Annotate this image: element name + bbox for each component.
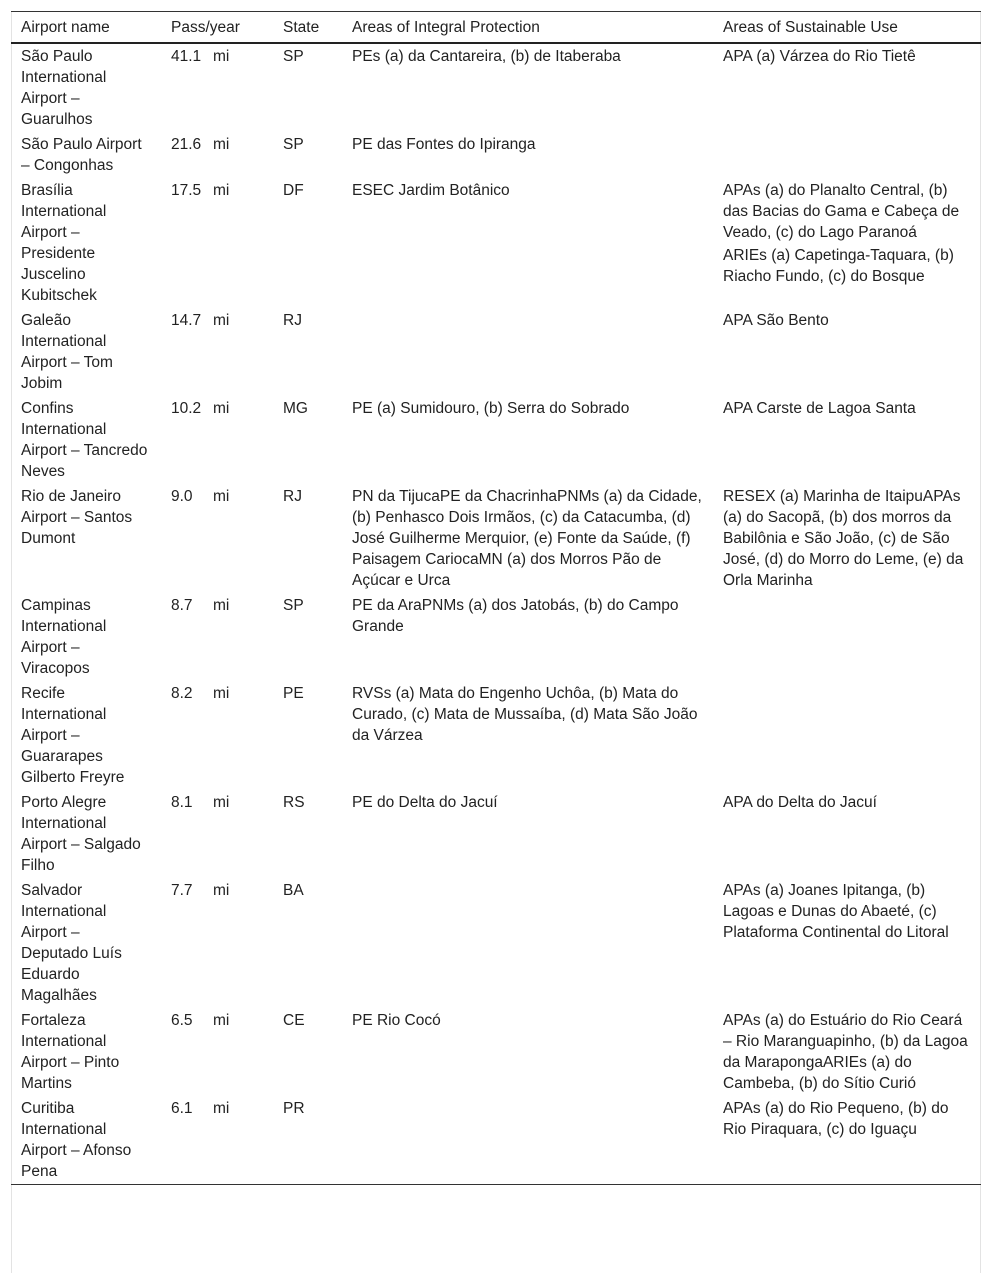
cell-integral-protection	[342, 1096, 713, 1185]
table-row	[11, 43, 981, 132]
cell-pass-year	[161, 396, 273, 484]
sustainable-area-text: APAs (a) do Rio Pequeno, (b) do Rio Piraquara, (c) do Iguaçu	[723, 1100, 949, 1138]
integral-area-text: PN da TijucaPE da ChacrinhaPNMs (a) da Cidade, (b) Penhasco Dois Irmãos, (c) da Catacumba, (d) José Guilherme Merquior, (e) Fonte da Saúde, (f) Paisagem CariocaMN (a) dos Morros Pão de Açúcar e Urca	[352, 488, 702, 589]
table-body	[11, 43, 981, 1185]
integral-area-text: PE Rio Cocó	[352, 1012, 441, 1029]
cell-airport-name: Porto Alegre International Airport – Salgado Filho	[21, 794, 141, 874]
cell-integral-protection	[342, 681, 713, 790]
pass-value: 14.7	[171, 312, 202, 329]
integral-area-text: PE (a) Sumidouro, (b) Serra do Sobrado	[352, 400, 630, 417]
sustainable-area-text: APA Carste de Lagoa Santa	[723, 400, 916, 417]
cell-state: PE	[283, 685, 304, 702]
cell-sustainable-use	[713, 396, 981, 484]
cell-airport-name: Curitiba International Airport – Afonso Pena	[21, 1100, 132, 1180]
pass-unit: mi	[213, 882, 230, 899]
table-row	[11, 132, 981, 178]
cell-airport-name: Confins International Airport – Tancredo Neves	[21, 400, 148, 480]
cell-airport-name: Campinas International Airport – Viracopos	[21, 597, 107, 677]
pass-value: 10.2	[171, 400, 202, 417]
pass-value: 6.1	[171, 1100, 193, 1117]
pass-value: 9.0	[171, 488, 193, 505]
cell-airport-name: Brasília International Airport – Presidente Juscelino Kubitschek	[21, 182, 107, 304]
pass-unit: mi	[213, 794, 230, 811]
cell-sustainable-use	[713, 484, 981, 593]
sustainable-area-text: APA do Delta do Jacuí	[723, 794, 877, 811]
pass-value: 8.7	[171, 597, 193, 614]
integral-area-text: PEs (a) da Cantareira, (b) de Itaberaba	[352, 48, 621, 65]
table-row	[11, 1096, 981, 1185]
col-header-state: State	[283, 19, 320, 36]
table-row	[11, 681, 981, 790]
pass-unit: mi	[213, 685, 230, 702]
cell-sustainable-use	[713, 593, 981, 681]
pass-value: 8.2	[171, 685, 193, 702]
cell-sustainable-use	[713, 43, 981, 132]
table-row	[11, 593, 981, 681]
pass-unit: mi	[213, 136, 230, 153]
cell-state: PR	[283, 1100, 305, 1117]
cell-integral-protection	[342, 43, 713, 132]
cell-pass-year	[161, 593, 273, 681]
cell-state: SP	[283, 48, 304, 65]
integral-area-text: PE do Delta do Jacuí	[352, 794, 498, 811]
sustainable-area-text: APA (a) Várzea do Rio Tietê	[723, 48, 916, 65]
cell-sustainable-use	[713, 1008, 981, 1096]
pass-unit: mi	[213, 488, 230, 505]
table-row	[11, 484, 981, 593]
cell-integral-protection	[342, 484, 713, 593]
cell-pass-year	[161, 790, 273, 878]
airport-protected-areas-table	[11, 11, 981, 1185]
cell-state: SP	[283, 597, 304, 614]
table-row	[11, 308, 981, 396]
cell-pass-year	[161, 1096, 273, 1185]
cell-pass-year	[161, 681, 273, 790]
sustainable-area-text: APA São Bento	[723, 312, 829, 329]
integral-area-text: ESEC Jardim Botânico	[352, 182, 510, 199]
cell-sustainable-use	[713, 178, 981, 308]
cell-state: RJ	[283, 312, 302, 329]
table-row	[11, 1008, 981, 1096]
cell-airport-name: Recife International Airport – Guararapes Gilberto Freyre	[21, 685, 125, 786]
pass-unit: mi	[213, 1012, 230, 1029]
integral-area-text: RVSs (a) Mata do Engenho Uchôa, (b) Mata do Curado, (c) Mata de Mussaíba, (d) Mata São João da Várzea	[352, 685, 698, 744]
pass-unit: mi	[213, 312, 230, 329]
pass-value: 41.1	[171, 48, 202, 65]
cell-sustainable-use	[713, 681, 981, 790]
cell-state: BA	[283, 882, 304, 899]
cell-sustainable-use	[713, 878, 981, 1008]
cell-sustainable-use	[713, 790, 981, 878]
cell-state: SP	[283, 136, 304, 153]
sustainable-area-text: ARIEs (a) Capetinga-Taquara, (b) Riacho Fundo, (c) do Bosque	[723, 247, 954, 285]
col-header-integral: Areas of Integral Protection	[352, 19, 540, 36]
col-header-sustainable: Areas of Sustainable Use	[723, 19, 898, 36]
table-row	[11, 878, 981, 1008]
sustainable-area-text: APAs (a) do Planalto Central, (b) das Bacias do Gama e Cabeça de Veado, (c) do Lago Paranoá	[723, 182, 960, 241]
sustainable-area-text: APAs (a) Joanes Ipitanga, (b) Lagoas e Dunas do Abaeté, (c) Plataforma Continental do Litoral	[723, 882, 949, 941]
cell-integral-protection	[342, 1008, 713, 1096]
pass-unit: mi	[213, 48, 230, 65]
cell-airport-name: São Paulo Airport – Congonhas	[21, 136, 142, 174]
integral-area-text: PE das Fontes do Ipiranga	[352, 136, 536, 153]
cell-integral-protection	[342, 593, 713, 681]
table-row	[11, 790, 981, 878]
cell-pass-year	[161, 43, 273, 132]
cell-airport-name: Rio de Janeiro Airport – Santos Dumont	[21, 488, 133, 547]
cell-sustainable-use	[713, 1096, 981, 1185]
cell-integral-protection	[342, 790, 713, 878]
cell-state: MG	[283, 400, 308, 417]
pass-value: 21.6	[171, 136, 202, 153]
cell-airport-name: Fortaleza International Airport – Pinto Martins	[21, 1012, 120, 1092]
pass-value: 17.5	[171, 182, 202, 199]
cell-airport-name: Salvador International Airport – Deputado Luís Eduardo Magalhães	[21, 882, 122, 1004]
pass-unit: mi	[213, 182, 230, 199]
pass-value: 7.7	[171, 882, 193, 899]
col-header-airport: Airport name	[21, 19, 110, 36]
cell-pass-year	[161, 878, 273, 1008]
cell-airport-name: Galeão International Airport – Tom Jobim	[21, 312, 113, 392]
cell-state: CE	[283, 1012, 305, 1029]
cell-integral-protection	[342, 878, 713, 1008]
cell-state: RS	[283, 794, 305, 811]
pass-unit: mi	[213, 400, 230, 417]
pass-unit: mi	[213, 597, 230, 614]
sustainable-area-text: RESEX (a) Marinha de ItaipuAPAs (a) do Sacopã, (b) dos morros da Babilônia e São João, (c) de São José, (d) do Morro do Leme, (e) da Orla Marinha	[723, 488, 964, 589]
cell-pass-year	[161, 178, 273, 308]
cell-sustainable-use	[713, 132, 981, 178]
cell-airport-name: São Paulo International Airport – Guarulhos	[21, 48, 107, 128]
cell-sustainable-use	[713, 308, 981, 396]
sustainable-area-text: APAs (a) do Estuário do Rio Ceará – Rio Maranguapinho, (b) da Lagoa da MarapongaARIEs (a) do Cambeba, (b) do Sítio Curió	[723, 1012, 968, 1092]
table-row	[11, 396, 981, 484]
integral-area-text: PE da AraPNMs (a) dos Jatobás, (b) do Campo Grande	[352, 597, 679, 635]
cell-integral-protection	[342, 178, 713, 308]
cell-integral-protection	[342, 132, 713, 178]
pass-value: 6.5	[171, 1012, 193, 1029]
cell-pass-year	[161, 484, 273, 593]
table-header-row	[11, 12, 981, 44]
pass-unit: mi	[213, 1100, 230, 1117]
cell-pass-year	[161, 132, 273, 178]
cell-integral-protection	[342, 308, 713, 396]
cell-pass-year	[161, 308, 273, 396]
cell-integral-protection	[342, 396, 713, 484]
cell-pass-year	[161, 1008, 273, 1096]
cell-state: DF	[283, 182, 304, 199]
pass-value: 8.1	[171, 794, 193, 811]
table-row	[11, 178, 981, 308]
cell-state: RJ	[283, 488, 302, 505]
col-header-pass: Pass/year	[171, 19, 240, 36]
